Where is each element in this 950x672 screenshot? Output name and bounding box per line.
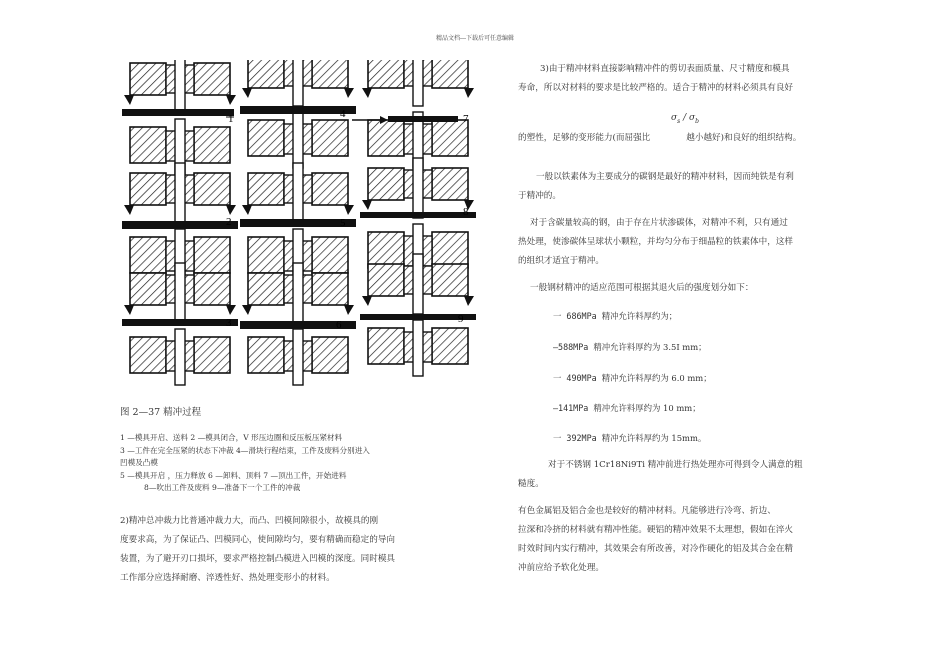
text-line: 对于含碳量较高的钢，由于存在片状渗碳体，对精冲不利，只有通过	[530, 218, 788, 228]
text-line: 拉深和冷挤的材料就有精冲性能。硬铝的精冲效果不太理想，假如在淬火	[518, 525, 794, 535]
strength-item: 一 490MPa 精冲允许料厚约为 6.0 mm；	[553, 373, 712, 383]
strip	[122, 109, 234, 116]
stage-number: 4	[340, 108, 346, 120]
legend-line: 8—吹出工件及废料 9—准备下一个工件的冲裁	[144, 483, 301, 492]
figure-legend	[120, 432, 450, 495]
text-line: 的塑性，足够的变形能力(而屈强比	[518, 133, 651, 143]
right-paragraph-1	[518, 60, 853, 79]
text-line: 3)由于精冲材料直接影响精冲件的剪切表面质量、尺寸精度和模具	[540, 64, 790, 74]
strength-item: —141MPa 精冲允许料厚约为 10 mm；	[553, 403, 701, 413]
text-line: 对于不锈钢 1Cr18Ni9Ti 精冲前进行热处理亦可得到令人满意的粗	[548, 460, 803, 470]
text-line: 的组织才适宜于精冲。	[518, 256, 604, 266]
legend-line: 1 —模具开启、送料 2 —模具闭合，V 形压边圈和反压板压紧材料	[120, 433, 343, 442]
legend-line: 3 —工件在完全压紧的状态下冲裁 4—滑块行程结束，工件及废料分别进入	[120, 445, 370, 455]
stage-number: 1	[228, 113, 234, 125]
page-header: 精品文档---下载后可任意编辑	[435, 35, 515, 42]
figure-caption: 图 2—37 精冲过程	[120, 407, 202, 418]
strip	[122, 221, 238, 229]
right-paragraph-5	[518, 456, 853, 494]
strip	[122, 319, 238, 326]
text-line: 工作部分应选择耐磨、淬透性好、热处理变形小的材料。	[120, 573, 335, 583]
text-line: 度要求高，为了保证凸、凹模同心，使间隙均匀，要有精确而稳定的导向	[120, 535, 396, 545]
legend-line: 凹模及凸模	[120, 458, 158, 467]
stage-number: 6	[336, 319, 342, 331]
right-paragraph-4: 一般钢材精冲的适应范围可根据其退火后的强度划分如下：	[530, 283, 754, 293]
text-line: 2)精冲总冲裁力比普通冲裁力大，而凸、凹模间隙很小，故模具的刚	[120, 516, 379, 526]
right-paragraph-2	[518, 168, 853, 206]
stage-number: 7	[463, 113, 469, 125]
right-paragraph-1c	[518, 129, 853, 148]
text-line: 于精冲的。	[518, 191, 561, 201]
strip	[360, 212, 476, 218]
text-line: 有色金属铝及铝合金也是较好的精冲材料。凡能够进行冷弯、折边、	[518, 506, 776, 516]
text-line: 一般以铁素体为主要成分的碳钢是最好的精冲材料，因而纯铁是有利	[536, 172, 794, 182]
text-line: 装置，为了避开刃口损坏，要求严格控制凸模进入凹模的深度。同时模具	[120, 554, 396, 564]
strip	[240, 106, 356, 114]
strength-item: 一 392MPa 精冲允许料厚约为 15mm。	[553, 433, 707, 443]
text-line: 糙度。	[518, 479, 544, 489]
stage-number: 5	[340, 217, 346, 229]
strip	[240, 219, 356, 227]
strength-item: 一 686MPa 精冲允许料厚约为；	[553, 311, 678, 321]
fine-blanking-figure	[118, 60, 493, 400]
right-paragraph-6	[518, 502, 853, 578]
text-line: 越小越好)和良好的组织结构。	[686, 133, 802, 143]
right-paragraph-1b	[518, 79, 853, 98]
text-line: 时效时间内实行精冲，其效果会有所改善，对冷作硬化的铝及其合金在精	[518, 544, 794, 554]
left-paragraph	[120, 512, 455, 588]
strength-item: —588MPa 精冲允许料厚约为 3.5I mm；	[553, 342, 707, 352]
text-line: 热处理，使渗碳体呈球状小颗粒，并均匀分布于细晶粒的铁素体中，这样	[518, 237, 794, 247]
legend-line: 5 —模具开启 ，压力释放 6 —卸料、顶料 7 —顶出工件，开始进料	[120, 470, 347, 480]
formula: $\sigma_s / \sigma_b$	[671, 113, 700, 125]
stage-number: 9	[458, 313, 464, 325]
stage-number: 3	[226, 317, 232, 329]
stage-number: 8	[463, 206, 469, 218]
stage-number: 2	[226, 216, 232, 228]
text-line: 冲前应给予软化处理。	[518, 563, 604, 573]
right-paragraph-3	[518, 214, 853, 271]
text-line: 寿命，所以对材料的要求是比较严格的。适合于精冲的材料必须具有良好	[518, 83, 794, 93]
